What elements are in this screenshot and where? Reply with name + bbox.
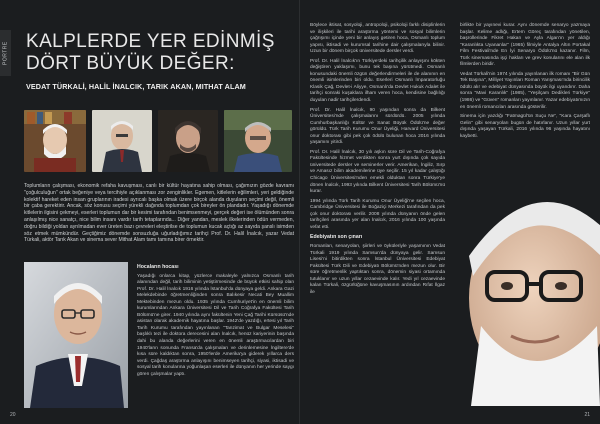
left-column-1 xyxy=(137,262,294,381)
paragraph: Prof. Dr. Halil İnalcık'ın Türkiye'deki tarihçilik anlayışını kökten değiştiren yaklaşımı, bunu tek başına yürütmedi. Osmanlı konusundaki önemli özgün değerlendirmeleri ile de alanının en önemli isimlerinden biri oldu. Eserleri Osmanlı İmparatorluğu Klasik Çağ, Devlet-i Aliyye, Osmanlı'da Devlet Hukuk Adalet ile tarihçi sonraki kuşaklara ilham veren hoca, kendisine bağlılığı duyulan nadir tarihçilerdendi. xyxy=(310,58,445,104)
intro-paragraph: Toplumların çalışması, ekonomik refaha kavuşması, canlı bir kültür hayatına sahip olması, çağımızın gözde kavramı "çoğulculuğun" ortak beğeniye veya tercihiyle açıklanması zor zenginlikler. Egemen, kitlelerin eğilimleri, yeri geldiğinde kolektif hareket eden insan gruplarının iradesi ayrıcalı başka olmak üzere birçok alanda duyuların seçimi değil, önemli bir çaba gerektirir. Ancak, söz konusu seçimi yürekli dağında toplumdan çok bireyler ön plandadır. Yaşadığı dönemde kitlelerin ilgisini çekmeyi, eserleri toplumun dar bir kesimi tarafından benimsenmeyi, gerçek değeri ise ölümünden sonra anlaşılmış nice sanatçı, nice bilim insanı vardır tarih tetaplarında... Diğer yandan, meslek ilkelerinden ödün vermeden, doğru bildiği yoldan ayrılmadan ever üreten bazı çevreleri eleştirilse de toplumun kucak açtığı az sayıda şanslı isimden söz etmek mümkündür. Geçtiğimiz dönemde sonsuzluğa uğurladığımız tarihçi Prof. Dr. Halil İnalcık, yazar Vedat Türkali, aktör Tarık Akan ve sinema sever Mithat Alam tamı tamına birer örnektir. xyxy=(24,183,294,244)
right-column-1 xyxy=(310,23,445,299)
right-page xyxy=(300,0,600,424)
paragraph: Böylece iktisat, sosyoloji, antropoloji, psikoloji farklı disiplinlerin ve ilişkileri ile tarihi araştırma yöntemi ve sosyal bilimlerin çağrışımı içinde yeni bir anlayış getiren hoca, Osmanlı toplum yapısı, iktisadi ve kurumsal tarihine dair çalışmalarıyla bilinir. Uzun bir dönem birçok üniversitede dersler verdi. xyxy=(310,23,445,55)
article-title: KALPLERDE YER EDİNMİŞ DÖRT BÜYÜK DEĞER: xyxy=(26,31,275,74)
heading-edebiyatin-son-cinari: Edebiyatın son çınarı xyxy=(310,234,363,241)
paragraph: Yaşadığı onlarca kitap, yüzlerce makaleyle yalnızca Osmanlı tarih alanından değil, tarih biliminin yetiştirmesinde de büyük etkisi sahip olan Prof. Dr. Halil İnalcık 1916 yılında İstanbul'da dünyaya geldi. Ankara Gazi Melekdebinde öğretmenliğinden sonra Balıkesir Necati Bey Muallim Mektebinden mezun oldu. 1935 yılında Cumhuriyet'in en önemli bilim kurumlarından Ankara Üniversitesi Dil ve Tarih Coğrafya Fakültesi Tarih Bölümü'ne girer. 1940 yılında aynı fakültenin Yeni Çağ Tarihi Kürsüsü'nde asistan olarak akademik hayatına başlar. 1942'de yazdığı, ertesi yıl Tarih Tarih Kurumu tarafından yayınlanan "Tanzimat ve Bulgar Meselesi" başlıklı tezi ile doktora derecesini alan İnalcık, henüz kariyerinin başında dahi bu alanda değerlerini veren en önemli araştırmacılardan biri 1940'ların sonunda Fransa'da çalışmaları ve derinlemesine İngiltere'de kısa süre kaldıktan sonra, 1950'lerde Amerika'ya giderek yıllarca ders verdi. Çağdaş araştırma anlayışını benimseyen tarihçi, siyasi, iktisadi ve sosyal tarih konularına yoğunlaşan eserleri ile dünyanın her yerinde saygı gören çalışmalar yaptı. xyxy=(137,273,294,377)
portrait-vedat-turkali xyxy=(451,186,600,406)
right-column-2 xyxy=(460,23,590,143)
page-number-left: 20 xyxy=(10,412,16,418)
photo-tarik-akan xyxy=(158,110,218,172)
photo-vedat-turkali xyxy=(24,110,86,172)
paragraph: Prof. Dr. Halil İnalcık, 30 yılı aşkın süre Dil ve Tarih-Coğrafya Fakültesinde hizmet verdikten sonra yurt dışında çok sayıda üniversitede dersler ve seminerler verir. Amerikan, İngiliz, Sırp ve Amasız bilim akademilerine üye seçilir. 15 yıl kadar çalıştığı Chicago Üniversitesi'nden emekli olduktan sonra Türkiye'ye dönen İnalcık, 1993 yılında Bilkent Üniversitesi Tarih Bölümü'nü kurar. xyxy=(310,149,445,195)
paragraph: birlikte bir yayınevi kurar. Aynı dönemde senaryo yazmaya başlar. Kelime adlığı, Ertem Göreç tarafından yönetilen, başrollerinde Fikret Hakan ve Ayla Algan'ın yer aldığı "Karanlıkta Uyananlar" (1965) filmiyle Antalya Altın Portakal Film Festivali'nde En İyi Senaryo Ödülü'nü kazanır. Film, Türk sinemasında işçi hakları ve grev konularını ele alan ilk filmlerden biridir. xyxy=(460,23,590,68)
section-tab: PORTRE xyxy=(0,30,11,76)
portrait-halil-inalcik xyxy=(24,262,128,408)
photo-halil-inalcik xyxy=(92,110,152,172)
heading-hocalarin-hocasi: Hocaların hocası xyxy=(137,264,179,270)
paragraph: Romanları, senaryoları, şiirleri ve öyküleriyle yaşamının Vedat Türkali 1919 yılında Samsun'da dünyaya gelir. Samsun Lisesi'ni bitirdikten sonra İstanbul Üniversitesi Edebiyat Fakültesi Türk Dili ve Edebiyatı Bölümü'nden mezun olur. Bir süre öğretmenlik yaptıktan sonra, dönemin siyasi ortamında tutuklanır ve uzun yıllar cezaevinde kalır. Yedi yıl cezaevinde kalan Türkali, özgürlüğüne kavuşmasının ardından Rıfat İlgaz ile xyxy=(310,243,445,295)
article-subtitle: VEDAT TÜRKALİ, HALİL İNALCIK, TARIK AKAN, MITHAT ALAM xyxy=(26,82,246,91)
paragraph: Sinema için yazdığı "Fatmagül'ün Suçu Ne", "Kara Çarşaflı Gelin" gibi senaryoları bugün de hatırlanır. Uzun yıllar yurt dışında yaşayan Türkali, 2016 yılında 96 yaşında hayatını kaybetti. xyxy=(460,114,590,139)
paragraph: Vedat Türkali'nin 1974 yılında yayınlanan ilk romanı "Bir Gün Tek Başına", Milliyet Yayınları Roman Yarışması'nda birincilik ödülü alır ve edebiyat dünyasında büyük ilgi uyandırır. Daha sonra "Mavi Karanlık" (1985), "Yeşilçam Dedikleri Türkiye" (1986) ve "Güven" romanları yayınlanır. Yazar edebiyatımızın en önemli romancıları arasında gösterilir. xyxy=(460,71,590,110)
photo-mithat-alam xyxy=(224,110,292,172)
page-number-right: 21 xyxy=(584,412,590,418)
paragraph: Prof. Dr. Halil İnalcık, 90 yaşından sonra da Bilkent Üniversitesi'nde çalışmalarını sürdürdü. 2005 yılında Cumhurbaşkanlığı Kültür ve Sanat Büyük Ödülü'ne değer görüldü. Türk Tarih Kurumu Onur Üyeliği, Harvard Üniversitesi onur doktorası gibi pek çok ödülü bulunan hoca 2016 yılında yaşamını yitirdi. xyxy=(310,107,445,146)
paragraph: 1994 yılında Türk Tarih Kurumu Onur Üyeliği'ne seçilen hoca, Cambridge Üniversitesi ile Boğaziçi Merkezi tarafından da pek çok onur doktorası verilir. 2008 yılında dünyanın önde gelen tarihçileri arasında yer alan İnalcık, 2016 yılında 100 yaşında vefat etti. xyxy=(310,198,445,230)
